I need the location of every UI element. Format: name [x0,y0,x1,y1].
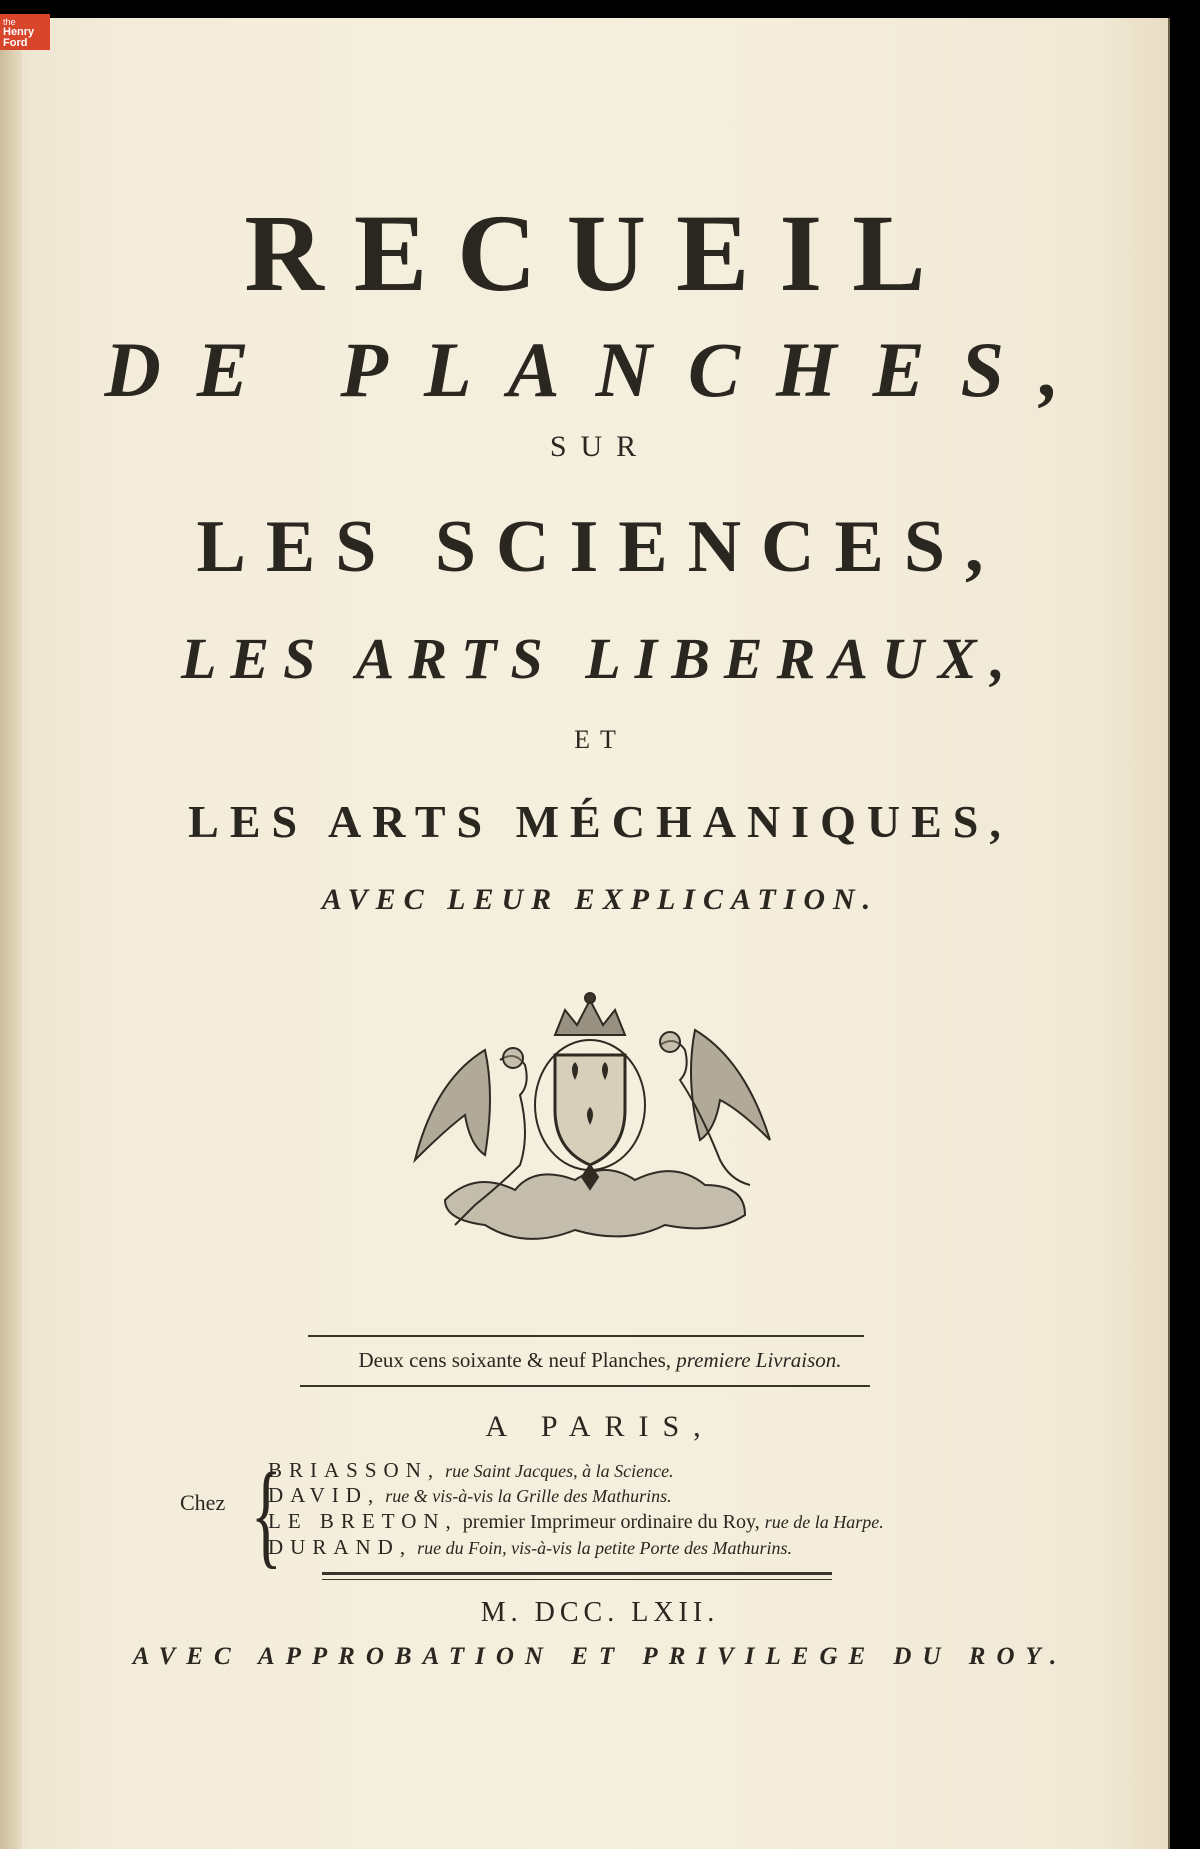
publisher-3 [268,1509,884,1534]
publisher-address: rue Saint Jacques, à la Science. [445,1461,674,1481]
title-explication: AVEC LEUR EXPLICATION. [321,883,879,916]
publisher-name: DAVID, [268,1483,381,1507]
royal-arms-engraving [405,990,775,1240]
title-les-sciences: LES SCIENCES, [196,506,1004,588]
publisher-name: LE BRETON, [268,1509,458,1533]
delivery-line [0,1348,1200,1373]
logo-name-1: Henry [3,26,35,38]
publisher-brace: { [250,1448,282,1579]
title-arts-liberaux: LES ARTS LIBERAUX, [180,626,1020,691]
rule-top [308,1335,864,1337]
delivery-text: Deux cens soixante & neuf Planches, [358,1348,672,1372]
imprint-chez: Chez [180,1490,226,1515]
title-de-planches: DE PLANCHES, [104,326,1096,413]
rule-imprint [322,1572,832,1575]
publisher-title: premier Imprimeur ordinaire du Roy, [462,1511,760,1533]
publisher-address: rue du Foin, vis-à-vis la petite Porte des Mathurins. [417,1538,793,1558]
publisher-address: rue & vis-à-vis la Grille des Mathurins. [385,1486,672,1506]
henry-ford-logo[interactable] [0,14,50,50]
publisher-4 [268,1535,792,1560]
imprint-year: M. DCC. LXII. [480,1597,720,1628]
rule-bottom [300,1385,870,1387]
publisher-name: DURAND, [268,1535,413,1559]
publisher-1 [268,1458,674,1483]
publisher-name: BRIASSON, [268,1458,441,1482]
delivery-italic: premiere Livraison. [676,1348,842,1372]
rule-imprint-thin [322,1579,832,1580]
logo-small-text: the [3,17,16,27]
title-et: ET [574,725,626,754]
publisher-address: rue de la Harpe. [764,1512,884,1532]
title-arts-mechaniques: LES ARTS MÉCHANIQUES, [188,796,1012,847]
publisher-2 [268,1483,672,1508]
imprint-city: A PARIS, [485,1410,715,1443]
logo-name-2: Ford [3,37,28,49]
title-recueil: RECUEIL [244,192,956,314]
imprint-approbation: AVEC APPROBATION ET PRIVILEGE DU ROY. [132,1643,1068,1670]
title-sur: SUR [549,430,651,463]
